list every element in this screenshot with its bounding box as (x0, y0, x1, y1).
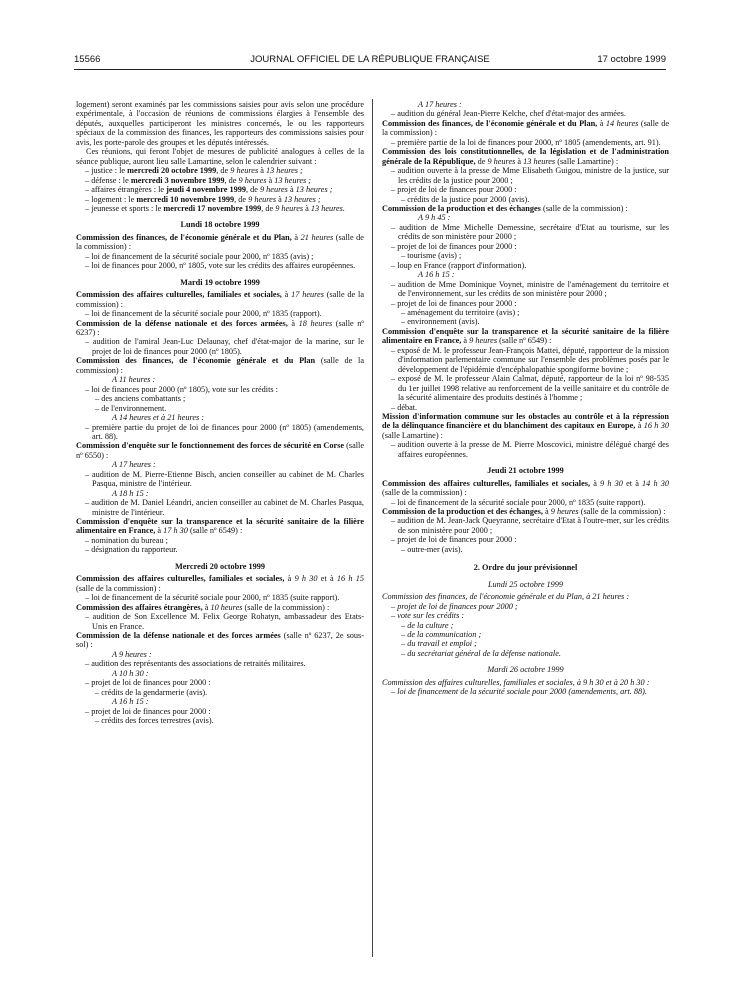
day-heading: Lundi 25 octobre 1999 (487, 579, 564, 589)
commission-heading: Commission d'enquête sur la transparence et la sécurité sanitaire de la filière alimentaire en France, à 9 heures (salle nº 6549) : (382, 326, 669, 346)
time-slot: A 9 heures : (112, 649, 152, 659)
agenda-item: – projet de loi de finances pour 2000 : (391, 241, 517, 251)
agenda-item: – audition ouverte à la presse de Mme Elisabeth Guigou, ministre de la justice, sur les crédits de la justice pour 2000 ; (391, 166, 669, 185)
day-heading: Jeudi 21 octobre 1999 (487, 466, 564, 476)
header-rule (74, 69, 666, 70)
agenda-item: – première partie de la loi de finances pour 2000, nº 1805 (amendements, art. 91). (391, 137, 661, 147)
agenda-item: – projet de loi de finances pour 2000 ; (391, 601, 518, 611)
agenda-subitem: – aménagement du territoire (avis) ; (401, 307, 520, 317)
agenda-item: – projet de loi de finances pour 2000 : (391, 298, 517, 308)
commission-heading: Commission des affaires étrangères, à 10 heures (salle de la commission) : (76, 602, 330, 612)
right-column (382, 100, 669, 697)
agenda-item: – exposé de M. le professeur Alain Calmat, député, rapporteur de la loi nº 98-535 du 1er juillet 1998 relative au renforcement de la veille sanitaire et du contrôle de la sécurité alimentaire des produits destinés à l'homme ; (391, 374, 669, 403)
commission-heading: Commission de la défense nationale et des forces armées (salle nº 6237, 2e sous-sol) : (76, 631, 364, 650)
agenda-item: – audition ouverte à la presse de M. Pierre Moscovici, ministre délégué chargé des affaires européennes. (391, 440, 669, 459)
commission-heading: Commission des affaires culturelles, familiales et sociales, à 9 h 30 et à 16 h 15 (salle de la commission) : (76, 574, 364, 593)
commission-heading: Commission de la production et des échanges, à 9 heures (salle de la commission) : (382, 507, 666, 517)
agenda-item: – loi de financement de la sécurité sociale pour 2000, nº 1835 (avis) ; (85, 251, 314, 261)
agenda-item: – audition de M. Jean-Jack Queyranne, secrétaire d'Etat à l'outre-mer, sur les crédits de son ministère pour 2000 ; (391, 516, 669, 535)
paragraph: logement) seront examinés par les commissions saisies pour avis selon une procédure expérimentale, à l'occasion de réunions de commissions élargies à l'ensemble des députés, auxquelles participeront les ministres concernés, le ou les rapporteurs spéciaux de la commission des finances, les rapporteurs des commissions saisies pour avis, les porte-parole des groupes et les députés intéressés. (76, 100, 364, 147)
day-heading: Mardi 26 octobre 1999 (487, 665, 564, 675)
agenda-item: – première partie du projet de loi de finances pour 2000 (nº 1805) (amendements, art. 88). (85, 422, 364, 441)
commission-heading: Commission des affaires culturelles, familiales et sociales, à 17 heures (salle de la commission) : (76, 290, 364, 309)
agenda-subitem: – environnement (avis). (401, 317, 480, 327)
agenda-item: – audition de Mme Michelle Demessine, secrétaire d'Etat au tourisme, sur les crédits de son ministère pour 2000 ; (391, 222, 669, 242)
commission-heading: Commission des finances, de l'économie générale et du Plan, à 14 heures (salle de la commission) : (382, 118, 669, 138)
agenda-subitem: – crédits de la gendarmerie (avis). (95, 687, 208, 697)
issue-date: 17 octobre 1999 (597, 54, 666, 65)
day-heading: Lundi 18 octobre 1999 (180, 220, 260, 230)
agenda-item: – audition de Mme Dominique Voynet, ministre de l'aménagement du territoire et de l'environnement, sur les crédits de son ministère pour 2000 ; (391, 279, 669, 299)
agenda-subitem: – des anciens combattants ; (95, 394, 186, 404)
agenda-item: – loi de finances pour 2000 (nº 1805), vote sur les crédits : (85, 384, 278, 394)
agenda-subitem: – de la culture ; (401, 620, 454, 630)
commission-heading: Commission des finances, de l'économie générale et du Plan (salle de la commission) : (76, 356, 364, 375)
agenda-item: – loi de financement de la sécurité sociale pour 2000, nº 1835 (suite rapport). (391, 497, 646, 507)
agenda-item: – audition des représentants des associations de retraités militaires. (85, 659, 306, 669)
agenda-item: – audition de Son Excellence M. Felix George Rohatyn, ambassadeur des Etats-Unis en France. (85, 612, 364, 631)
time-slot: A 16 h 15 : (418, 270, 455, 280)
agenda-item: – loi de finances pour 2000, nº 1805, vote sur les crédits des affaires européennes. (85, 261, 356, 271)
agenda-subitem: – de la communication ; (401, 630, 482, 640)
time-slot: A 14 heures et à 21 heures : (112, 413, 205, 423)
time-slot: A 17 heures : (112, 460, 156, 470)
time-slot: A 11 heures : (112, 375, 156, 385)
agenda-subitem: – de l'environnement. (95, 403, 167, 413)
schedule-list (76, 166, 364, 213)
agenda-subitem: – tourisme (avis) ; (401, 251, 462, 261)
agenda-item: – audition de M. Daniel Léandri, ancien conseiller au cabinet de M. Charles Pasqua, ministre de l'intérieur. (85, 498, 364, 517)
paragraph: Ces réunions, qui feront l'objet de mesures de publicité analogues à celles de la séance publique, auront lieu salle Lamartine, selon le calendrier suivant : (76, 147, 364, 166)
agenda-subitem: – outre-mer (avis). (401, 544, 463, 554)
schedule-item: – justice : le mercredi 20 octobre 1999, de 9 heures à 13 heures ; (85, 166, 303, 176)
agenda-item: – audition du général Jean-Pierre Kelche, chef d'état-major des armées. (391, 109, 626, 119)
commission-heading: Mission d'information commune sur les obstacles au contrôle et à la répression de la délinquance financière et du blanchiment des capitaux en Europe, à 16 h 30 (salle Lamartine) : (382, 411, 670, 440)
journal-title: JOURNAL OFFICIEL DE LA RÉPUBLIQUE FRANÇAISE (250, 54, 490, 65)
agenda-item: – projet de loi de finances pour 2000 : (391, 535, 517, 545)
schedule-item: – jeunesse et sports : le mercredi 17 novembre 1999, de 9 heures à 13 heures. (85, 203, 345, 213)
time-slot: A 18 h 15 : (112, 488, 149, 498)
day-heading: Mercredi 20 octobre 1999 (174, 561, 266, 571)
agenda-item: – nomination du bureau ; (85, 535, 168, 545)
time-slot: A 9 h 45 : (418, 213, 451, 223)
agenda-item: – exposé de M. le professeur Jean-François Mattei, député, rapporteur de la mission d'information parlementaire commune sur l'ensemble des problèmes posés par le développement de l'épidémie d'encéphalopathie spongiforme bovine ; (391, 345, 669, 374)
agenda-item: – loi de financement de la sécurité sociale pour 2000, nº 1835 (suite rapport). (85, 593, 340, 603)
time-slot: A 10 h 30 : (112, 668, 149, 678)
day-heading: Mardi 19 octobre 1999 (180, 277, 260, 287)
agenda-item: – loi de financement de la sécurité sociale pour 2000, nº 1835 (rapport). (85, 309, 322, 319)
commission-heading: Commission de la défense nationale et des forces armées, à 18 heures (salle nº 6237) : (76, 318, 364, 337)
agenda-item: – projet de loi de finances pour 2000 : (391, 185, 517, 195)
agenda-item: – vote sur les crédits : (391, 611, 465, 621)
agenda-item: – débat. (391, 402, 418, 412)
schedule-item: – défense : le mercredi 3 novembre 1999, de 9 heures à 13 heures ; (85, 175, 312, 185)
time-slot: A 17 heures : (418, 100, 462, 109)
commission-heading: Commission de la production et des échanges (salle de la commission) : (382, 203, 628, 213)
commission-heading: Commission des finances, de l'économie générale et du Plan, à 21 heures : (382, 592, 630, 602)
column-separator (372, 99, 373, 957)
agenda-item: – loup en France (rapport d'information). (391, 260, 527, 270)
commission-heading: Commission des finances, de l'économie générale et du Plan, à 21 heures (salle de la commission) : (76, 232, 364, 252)
agenda-subitem: – crédits des forces terrestres (avis). (95, 716, 214, 726)
commission-heading: Commission des affaires culturelles, familiales et sociales, à 9 h 30 et à 14 h 30 (salle de la commission) : (382, 478, 670, 498)
schedule-item: – affaires étrangères : le jeudi 4 novembre 1999, de 9 heures à 13 heures ; (85, 185, 333, 195)
agenda-item: – projet de loi de finances pour 2000 : (85, 706, 211, 716)
agenda-item: – projet de loi de finances pour 2000 : (85, 678, 211, 688)
agenda-subitem: – du secrétariat général de la défense nationale. (401, 648, 561, 658)
schedule-item: – logement : le mercredi 10 novembre 1999, de 9 heures à 13 heures ; (85, 194, 321, 204)
page-header (74, 54, 666, 68)
agenda-item: – loi de financement de la sécurité sociale pour 2000 (amendements, art. 88). (391, 687, 647, 697)
time-slot: A 16 h 15 : (112, 697, 149, 707)
section-heading: 2. Ordre du jour prévisionnel (473, 563, 578, 573)
left-column (76, 100, 364, 726)
agenda-subitem: – crédits de la justice pour 2000 (avis). (401, 194, 530, 204)
commission-heading: Commission d'enquête sur la transparence et la sécurité sanitaire de la filière alimentaire en France, à 17 h 30 (salle nº 6549) : (76, 517, 364, 536)
commission-heading: Commission des affaires culturelles, familiales et sociales, à 9 h 30 et à 20 h 30 : (382, 677, 650, 687)
agenda-subitem: – du travail et emploi ; (401, 639, 477, 649)
commission-heading: Commission d'enquête sur le fonctionnement des forces de sécurité en Corse (salle nº 6550) : (76, 441, 364, 460)
commission-heading: Commission des lois constitutionnelles, de la législation et de l'administration générale de la République, de 9 heures à 13 heures (salle Lamartine) : (382, 147, 669, 166)
agenda-item: – audition de M. Pierre-Etienne Bisch, ancien conseiller au cabinet de M. Charles Pasqua, ministre de l'intérieur. (85, 469, 364, 489)
page-number: 15566 (74, 54, 101, 65)
agenda-item: – audition de l'amiral Jean-Luc Delaunay, chef d'état-major de la marine, sur le projet de loi de finances pour 2000 (nº 1805). (85, 337, 364, 356)
agenda-item: – désignation du rapporteur. (85, 545, 178, 555)
